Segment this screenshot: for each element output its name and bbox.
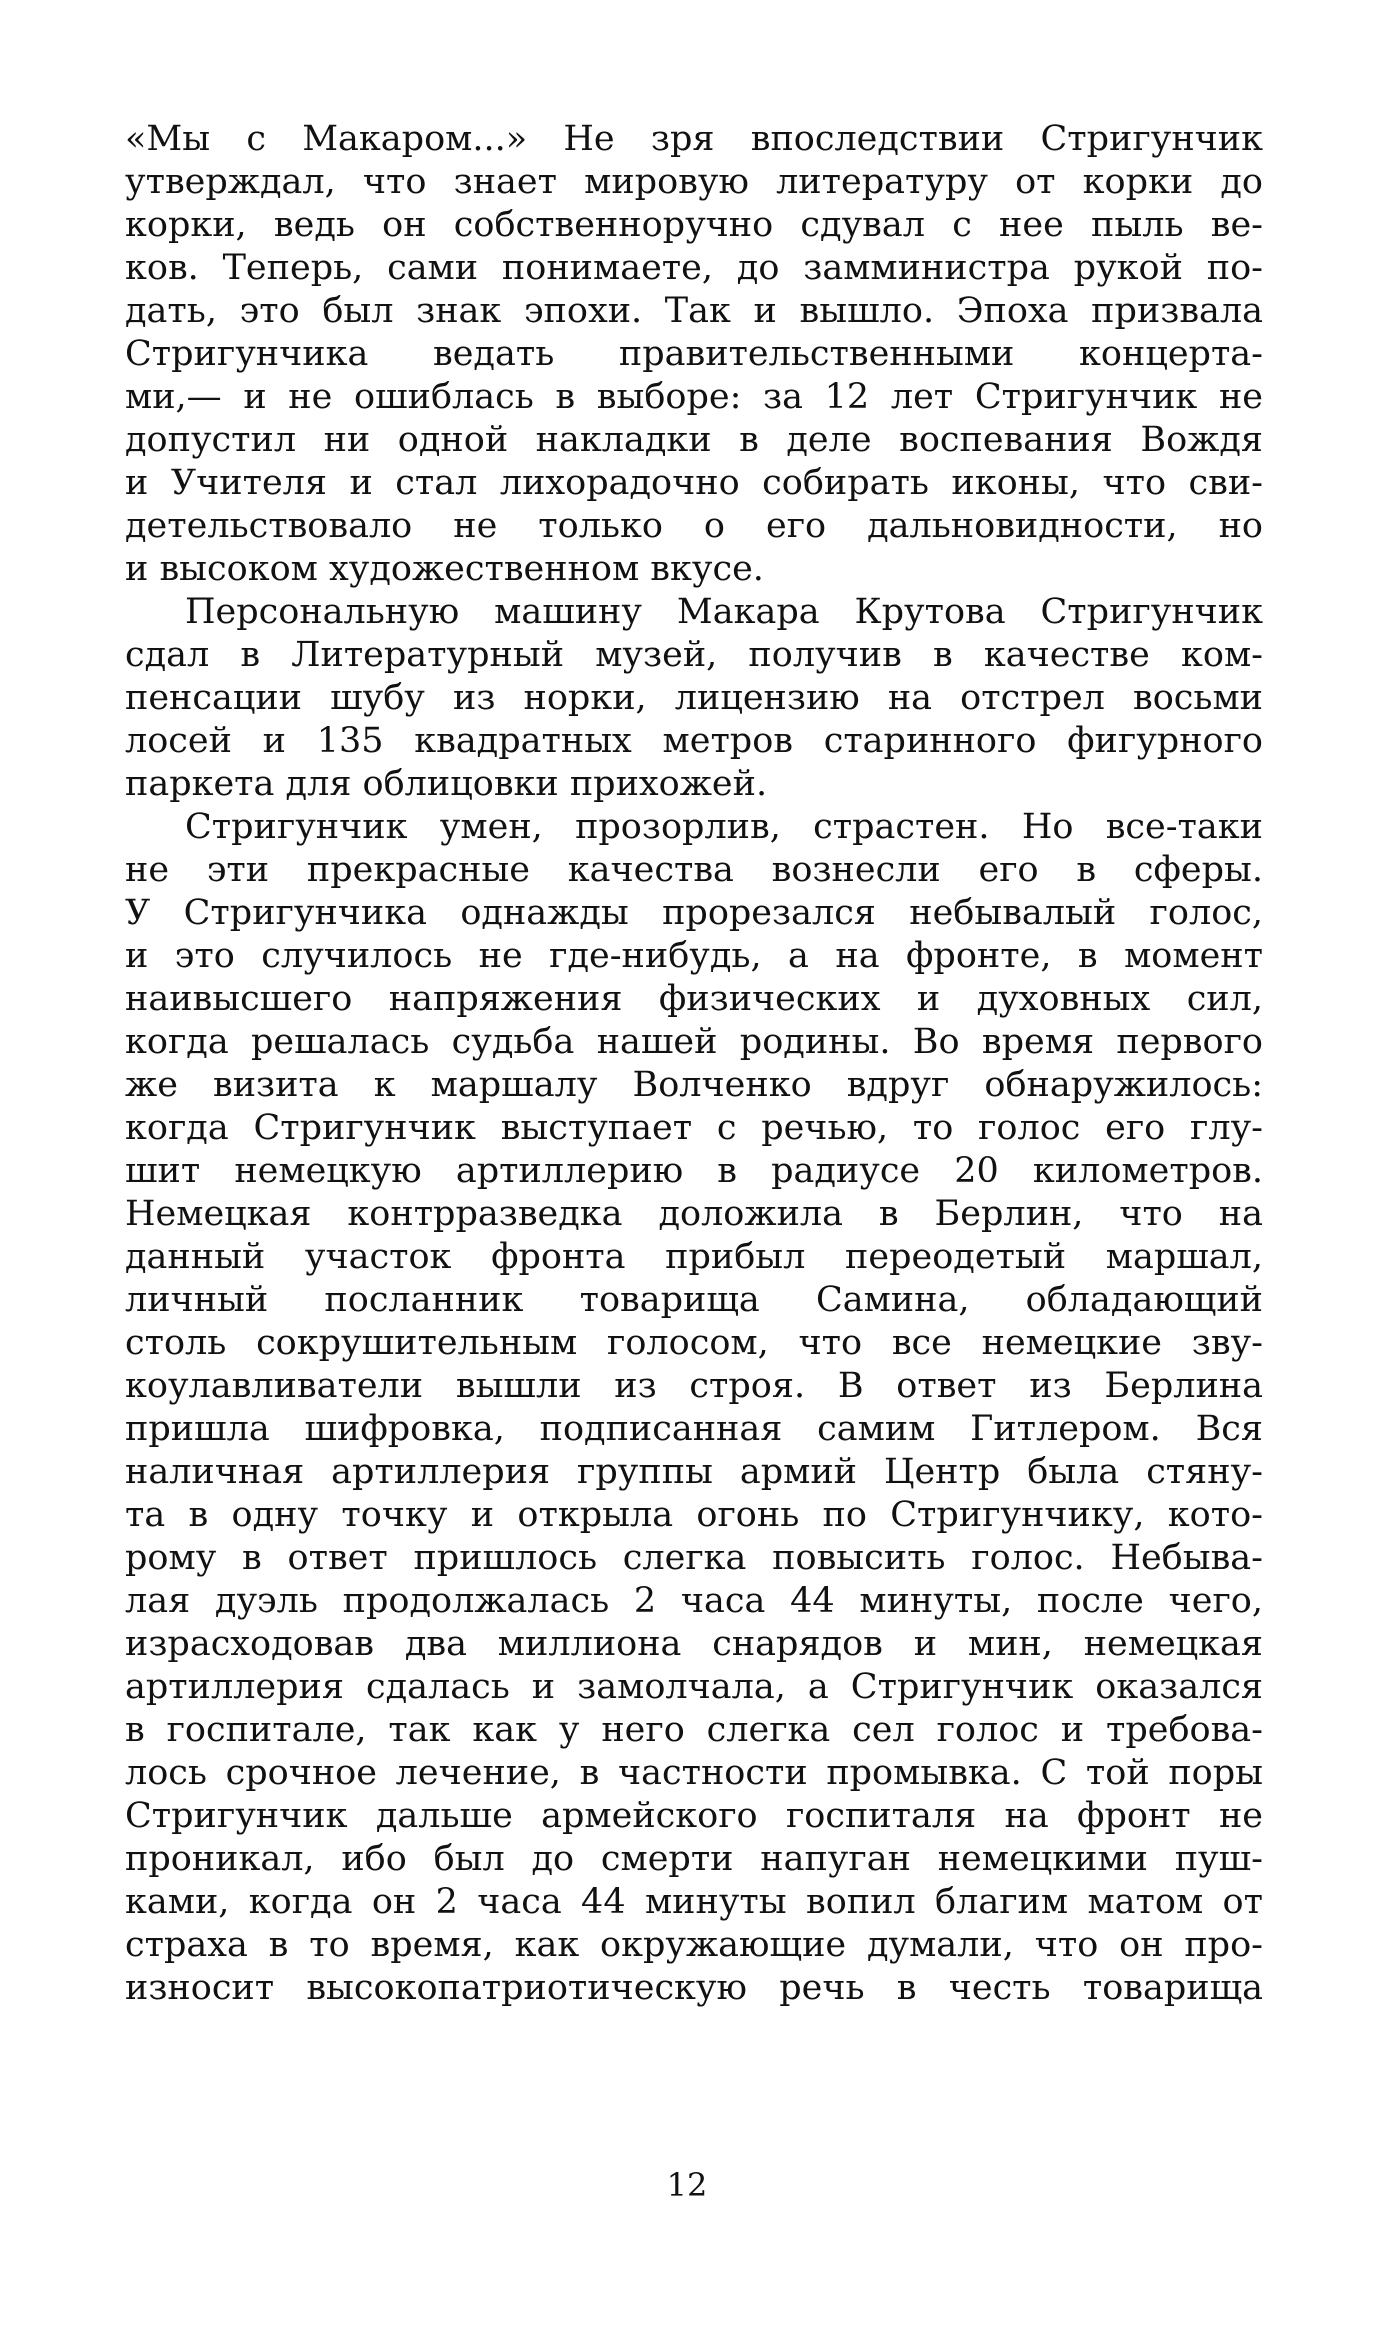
text-line: в госпитале, так как у него слегка сел голос и требова-: [125, 1710, 1263, 1750]
text-line: столь сокрушительным голосом, что все немецкие зву-: [125, 1323, 1263, 1363]
text-line: дать, это был знак эпохи. Так и вышло. Эпоха призвала: [125, 291, 1263, 331]
text-line: пришла шифровка, подписанная самим Гитлером. Вся: [125, 1409, 1263, 1449]
text-line: утверждал, что знает мировую литературу от корки до: [125, 162, 1263, 202]
text-line: шит немецкую артиллерию в радиусе 20 километров.: [125, 1151, 1263, 1191]
text-line: лая дуэль продолжалась 2 часа 44 минуты, после чего,: [125, 1581, 1263, 1621]
text-line: коулавливатели вышли из строя. В ответ из Берлина: [125, 1366, 1263, 1406]
page-number: 12: [666, 2166, 708, 2204]
paragraph: [125, 118, 1263, 591]
text-line: данный участок фронта прибыл переодетый маршал,: [125, 1237, 1263, 1277]
text-line: артиллерия сдалась и замолчала, а Стригунчик оказался: [125, 1667, 1263, 1707]
text-line: страха в то время, как окружающие думали, что он про-: [125, 1925, 1263, 1965]
text-line: сдал в Литературный музей, получив в качестве ком-: [125, 635, 1263, 675]
text-line: корки, ведь он собственноручно сдувал с нее пыль ве-: [125, 205, 1263, 245]
text-line: личный посланник товарища Самина, обладающий: [125, 1280, 1263, 1320]
text-line: наличная артиллерия группы армий Центр была стяну-: [125, 1452, 1263, 1492]
text-line: паркета для облицовки прихожей.: [125, 764, 768, 804]
text-line: когда Стригунчик выступает с речью, то голос его глу-: [125, 1108, 1263, 1148]
text-line: не эти прекрасные качества вознесли его в сферы.: [125, 850, 1263, 890]
text-line: Персональную машину Макара Крутова Стригунчик: [185, 592, 1263, 632]
page-body: [125, 118, 1263, 2010]
text-line: лосей и 135 квадратных метров старинного фигурного: [125, 721, 1263, 761]
text-line: Стригунчик умен, прозорлив, страстен. Но все-таки: [185, 807, 1263, 847]
text-line: Стригунчика ведать правительственными концерта-: [125, 334, 1263, 374]
text-line: и высоком художественном вкусе.: [125, 549, 764, 589]
text-line: рому в ответ пришлось слегка повысить голос. Небыва-: [125, 1538, 1263, 1578]
text-line: Стригунчик дальше армейского госпиталя на фронт не: [125, 1796, 1263, 1836]
text-line: та в одну точку и открыла огонь по Стригунчику, кото-: [125, 1495, 1263, 1535]
text-line: допустил ни одной накладки в деле воспевания Вождя: [125, 420, 1263, 460]
text-line: ками, когда он 2 часа 44 минуты вопил благим матом от: [125, 1882, 1263, 1922]
text-line: израсходовав два миллиона снарядов и мин, немецкая: [125, 1624, 1263, 1664]
text-line: же визита к маршалу Волченко вдруг обнаружилось:: [125, 1065, 1263, 1105]
text-line: наивысшего напряжения физических и духовных сил,: [125, 979, 1263, 1019]
text-line: когда решалась судьба нашей родины. Во время первого: [125, 1022, 1263, 1062]
text-line: ми,— и не ошиблась в выборе: за 12 лет Стригунчик не: [125, 377, 1263, 417]
paragraph: [125, 591, 1263, 806]
text-line: детельствовало не только о его дальновидности, но: [125, 506, 1263, 546]
text-line: проникал, ибо был до смерти напуган немецкими пуш-: [125, 1839, 1263, 1879]
text-line: У Стригунчика однажды прорезался небывалый голос,: [125, 893, 1263, 933]
text-line: лось срочное лечение, в частности промывка. С той поры: [125, 1753, 1263, 1793]
text-line: ков. Теперь, сами понимаете, до замминистра рукой по-: [125, 248, 1263, 288]
text-line: пенсации шубу из норки, лицензию на отстрел восьми: [125, 678, 1263, 718]
text-line: Немецкая контрразведка доложила в Берлин, что на: [125, 1194, 1263, 1234]
text-line: «Мы с Макаром...» Не зря впоследствии Стригунчик: [125, 119, 1263, 159]
paragraph: [125, 806, 1263, 2010]
text-line: и Учителя и стал лихорадочно собирать иконы, что сви-: [125, 463, 1263, 503]
text-line: и это случилось не где-нибудь, а на фронте, в момент: [125, 936, 1263, 976]
text-line: износит высокопатриотическую речь в честь товарища: [125, 1968, 1263, 2008]
